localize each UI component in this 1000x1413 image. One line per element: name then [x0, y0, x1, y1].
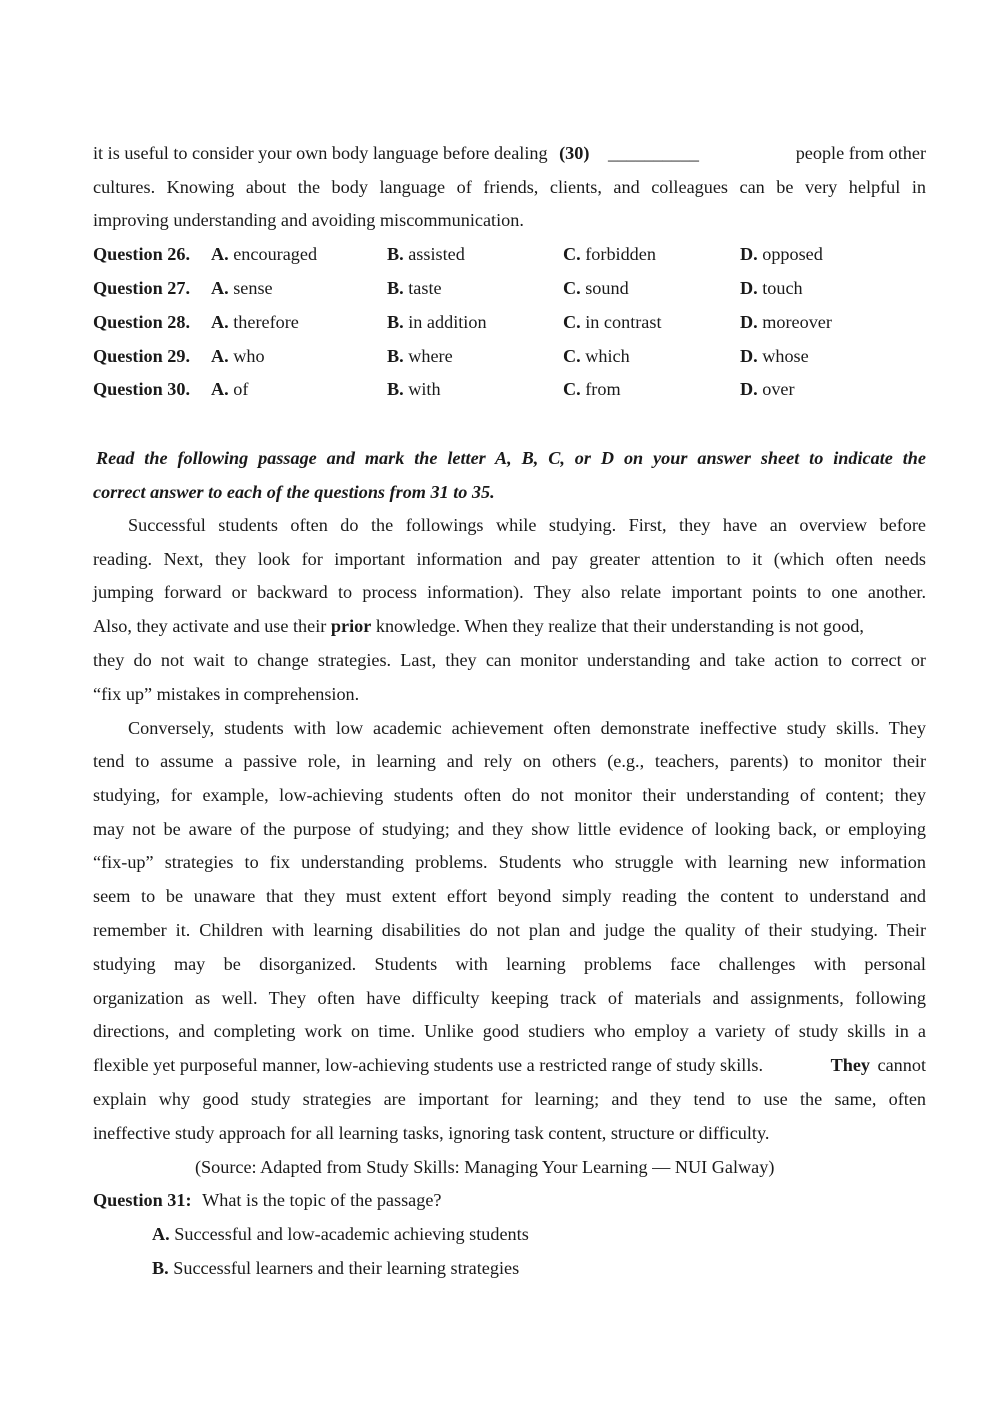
passage-line: reading. Next, they look for important information and pay greater attention to it (which often needs — [93, 549, 926, 569]
question-31 — [93, 1188, 441, 1212]
passage-line: organization as well. They often have difficulty keeping track of materials and assignments, following — [93, 988, 926, 1008]
option-b[interactable]: B. assisted — [387, 244, 465, 264]
question-label: Question 28. — [93, 312, 191, 332]
passage-line: directions, and completing work on time. Unlike good studiers who employ a variety of study skills in a — [93, 1021, 926, 1041]
option-c[interactable]: C. forbidden — [563, 244, 656, 264]
question-row-30 — [93, 377, 926, 401]
question-label: Question 27. — [93, 278, 191, 298]
passage-line: tend to assume a passive role, in learning and rely on others (e.g., teachers, parents) to monitor their — [93, 751, 926, 771]
option-d[interactable]: D. whose — [740, 346, 809, 366]
option-d[interactable]: D. moreover — [740, 312, 832, 332]
passage-line: explain why good study strategies are important for learning; and they tend to use the same, often — [93, 1089, 926, 1109]
option-d[interactable]: D. over — [740, 379, 795, 399]
answer-blank: __________ — [607, 143, 699, 163]
passage-line: “fix up” mistakes in comprehension. — [93, 684, 360, 704]
option-a[interactable]: A. of — [211, 379, 249, 399]
option-b[interactable]: B. taste — [387, 278, 442, 298]
option-a[interactable]: A. who — [211, 346, 265, 366]
highlighted-word-prior: prior — [330, 616, 372, 636]
option-a[interactable]: A. sense — [211, 278, 273, 298]
option-a[interactable]: A. therefore — [211, 312, 299, 332]
question-row-29 — [93, 344, 926, 368]
option-a[interactable]: A. encouraged — [211, 244, 318, 264]
question-label: Question 31: — [93, 1190, 192, 1210]
passage-line — [93, 141, 926, 165]
passage-line — [93, 614, 926, 638]
passage-line: may not be aware of the purpose of studying; and they show little evidence of looking back, or employing — [93, 819, 926, 839]
passage-line: ineffective study approach for all learning tasks, ignoring task content, structure or difficulty. — [93, 1123, 770, 1143]
option-b[interactable]: B. where — [387, 346, 453, 366]
option-a[interactable]: A. Successful and low-academic achieving students — [152, 1224, 529, 1244]
option-b[interactable]: B. Successful learners and their learning strategies — [152, 1258, 520, 1278]
blank-number: (30) — [559, 143, 590, 163]
option-b[interactable]: B. in addition — [387, 312, 487, 332]
option-b[interactable]: B. with — [387, 379, 441, 399]
passage-text: it is useful to consider your own body language before dealing — [93, 143, 548, 163]
passage-line: jumping forward or backward to process information). They also relate important points to one another. — [93, 582, 926, 602]
source-citation: (Source: Adapted from Study Skills: Managing Your Learning — NUI Galway) — [195, 1157, 775, 1177]
instruction-line: correct answer to each of the questions from 31 to 35. — [93, 482, 495, 502]
passage-text: people from other — [795, 143, 926, 163]
question-row-28 — [93, 310, 926, 334]
passage-line: studying may be disorganized. Students with learning problems face challenges with personal — [93, 954, 926, 974]
question-label: Question 26. — [93, 244, 191, 264]
passage-line: flexible yet purposeful manner, low-achieving students use a restricted range of study skills. They cannot — [93, 1055, 926, 1075]
passage-line: studying, for example, low-achieving students often do not monitor their understanding of content; they — [93, 785, 926, 805]
passage-line: remember it. Children with learning disabilities do not plan and judge the quality of their studying. Their — [93, 920, 926, 940]
highlighted-word-they: They — [830, 1055, 870, 1075]
instruction-line: Read the following passage and mark the letter A, B, C, or D on your answer sheet to indicate the — [96, 448, 926, 468]
option-c[interactable]: C. sound — [563, 278, 629, 298]
passage-line: Conversely, students with low academic achievement often demonstrate ineffective study skills. They — [128, 718, 926, 738]
question-row-27 — [93, 276, 926, 300]
question-label: Question 29. — [93, 346, 191, 366]
option-d[interactable]: D. opposed — [740, 244, 823, 264]
passage-text: Also, they activate and use their prior knowledge. When they realize that their understanding is not good, — [93, 616, 864, 636]
passage-line: “fix-up” strategies to fix understanding problems. Students who struggle with learning new information — [93, 852, 926, 872]
option-c[interactable]: C. in contrast — [563, 312, 662, 332]
question-text: What is the topic of the passage? — [202, 1190, 442, 1210]
question-label: Question 30. — [93, 379, 191, 399]
option-d[interactable]: D. touch — [740, 278, 803, 298]
question-row-26 — [93, 242, 926, 266]
passage-line: seem to be unaware that they must extent effort beyond simply reading the content to understand and — [93, 886, 926, 906]
passage-line: cultures. Knowing about the body language of friends, clients, and colleagues can be very helpful in — [93, 177, 926, 197]
passage-line: they do not wait to change strategies. Last, they can monitor understanding and take action to correct or — [93, 650, 926, 670]
passage-line: improving understanding and avoiding miscommunication. — [93, 210, 524, 230]
option-c[interactable]: C. which — [563, 346, 630, 366]
option-c[interactable]: C. from — [563, 379, 621, 399]
passage-line: Successful students often do the followings while studying. First, they have an overview before — [128, 515, 926, 535]
